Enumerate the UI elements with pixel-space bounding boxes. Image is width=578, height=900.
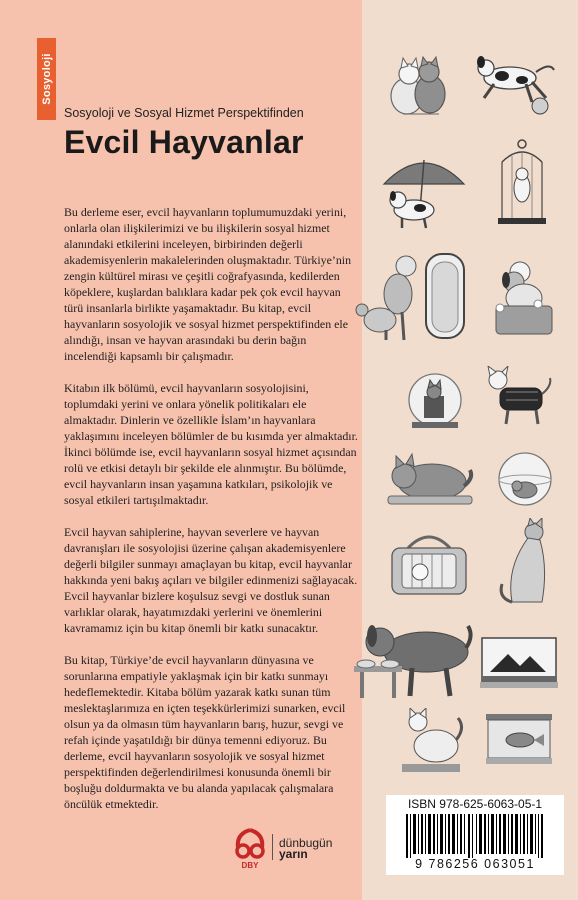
dog-in-bath-icon bbox=[486, 258, 556, 338]
publisher-divider bbox=[272, 834, 273, 860]
book-title: Evcil Hayvanlar bbox=[64, 124, 304, 160]
isbn-barcode bbox=[386, 795, 564, 875]
sitting-cat-icon bbox=[498, 518, 556, 608]
isbn-number: ISBN 978-625-6063-05-1 bbox=[407, 797, 543, 811]
publisher-logo-text: DBY bbox=[241, 861, 259, 870]
dog-with-food-bowls-icon bbox=[350, 612, 474, 702]
aquarium-icon bbox=[484, 712, 554, 766]
barcode-digits: 9 786256 063051 bbox=[415, 857, 535, 871]
hamster-ball-icon bbox=[494, 450, 556, 508]
cats-pair-icon bbox=[383, 56, 453, 118]
blurb-paragraph: Bu derleme eser, evcil hayvanların toplumumuzdaki yerini, onlarla olan ilişkilerimizi ve bu ilişkilerin sosyal hizmet alanındaki etkilerini inceleyen, birbirinden değerli akademisyenlerin makalelerinden oluşmaktadır. Türkiye’nin zengin kültürel mirası ve çeşitli coğrafyasında, kedilerden köpeklere, kuşlardan balıklara kadar pek çok evcil hayvan türü insanlarla birlikte yaşamaktadır. Bu kitap, evcil hayvanların sosyolojik ve sosyal hizmet perspektifinden ele alındığı, insan ve hayvan arasındaki bu derin bağın incelendiği kapsamlı bir çalışmadır. bbox=[64, 205, 352, 363]
sleeping-cat-icon bbox=[384, 448, 476, 506]
pet-carrier-icon bbox=[388, 528, 470, 598]
book-subtitle: Sosyoloji ve Sosyal Hizmet Perspektifinden bbox=[64, 106, 304, 120]
poodle-with-mirror-icon bbox=[350, 250, 470, 342]
reptile-terrarium-icon bbox=[480, 636, 558, 690]
blurb-paragraph: Bu kitap, Türkiye’de evcil hayvanların dünyasına ve sorunlarına empatiyle yaklaşmak için bir katkı sunmayı hedeflemektedir. Kitaba bölüm yazarak katkı sunan tüm meslektaşlarımıza en içten teşekkürlerimizi sunarken, evcil olsun ya da olmasın tüm hayvanların barış, huzur, sevgi ve refah içinde yaşatıldığı bir dünya temenni ediyoruz. Bu derleme, evcil hayvanların sosyolojik ve sosyal hizmet perspektifinden değerlendirilmesi konusunda önemli bir boşluğu doldurmakta ve bu alanda yapılacak çalışmalara öncülük etmektedir. bbox=[64, 653, 346, 811]
parrot-in-cage-icon bbox=[496, 138, 548, 228]
blurb-paragraph: Kitabın ilk bölümü, evcil hayvanların sosyolojisini, toplumdaki yerini ve onlara yönelik politikaları ele almaktadır. Dinlerin ve özellikle İslam’ın hayvanlara yaklaşımını inceleyen bölümler de bu kısımda yer almaktadır. İkinci bölümde ise, evcil hayvanların sosyal hizmet açısından rolü ve etkisi detaylı bir şekilde ele alınmıştır. Bu bölümde, evcil hayvanların insan yaşamına katkıları, psikolojik ve sosyal etkileri tartışılmaktadır. bbox=[64, 381, 358, 507]
dog-in-sweater-icon bbox=[480, 366, 554, 428]
jumping-dog-icon bbox=[470, 50, 560, 116]
publisher-logo bbox=[232, 828, 268, 875]
barcode-bars bbox=[406, 814, 544, 858]
kitten-icon bbox=[396, 708, 466, 774]
publisher-name-line2: yarın bbox=[279, 847, 308, 861]
series-label: Sosyoloji bbox=[40, 53, 53, 105]
publisher-name-line1: dünbugün bbox=[279, 836, 333, 850]
cat-in-fishbowl-icon bbox=[404, 370, 466, 430]
series-tab bbox=[37, 38, 56, 120]
publisher-name bbox=[279, 838, 332, 860]
blurb-paragraph: Evcil hayvan sahiplerine, hayvan severlere ve hayvan davranışları ile sosyolojisi üzerine çalışan akademisyenlere değerli bilgiler sunmayı amaçlayan bu kitap, evcil hayvanlar hakkında yeni bakış açıları ve bilgiler edinmenizi sağlayacak. Evcil hayvanlar bizlere koşulsuz sevgi ve dostluk sunan varlıklar olarak, hayatımızdaki yerlerini ve önemlerini kavramamız için bu kitap önemli bir katkı sunacaktır. bbox=[64, 525, 358, 635]
blurb bbox=[64, 204, 360, 828]
dog-under-umbrella-icon bbox=[380, 148, 468, 232]
